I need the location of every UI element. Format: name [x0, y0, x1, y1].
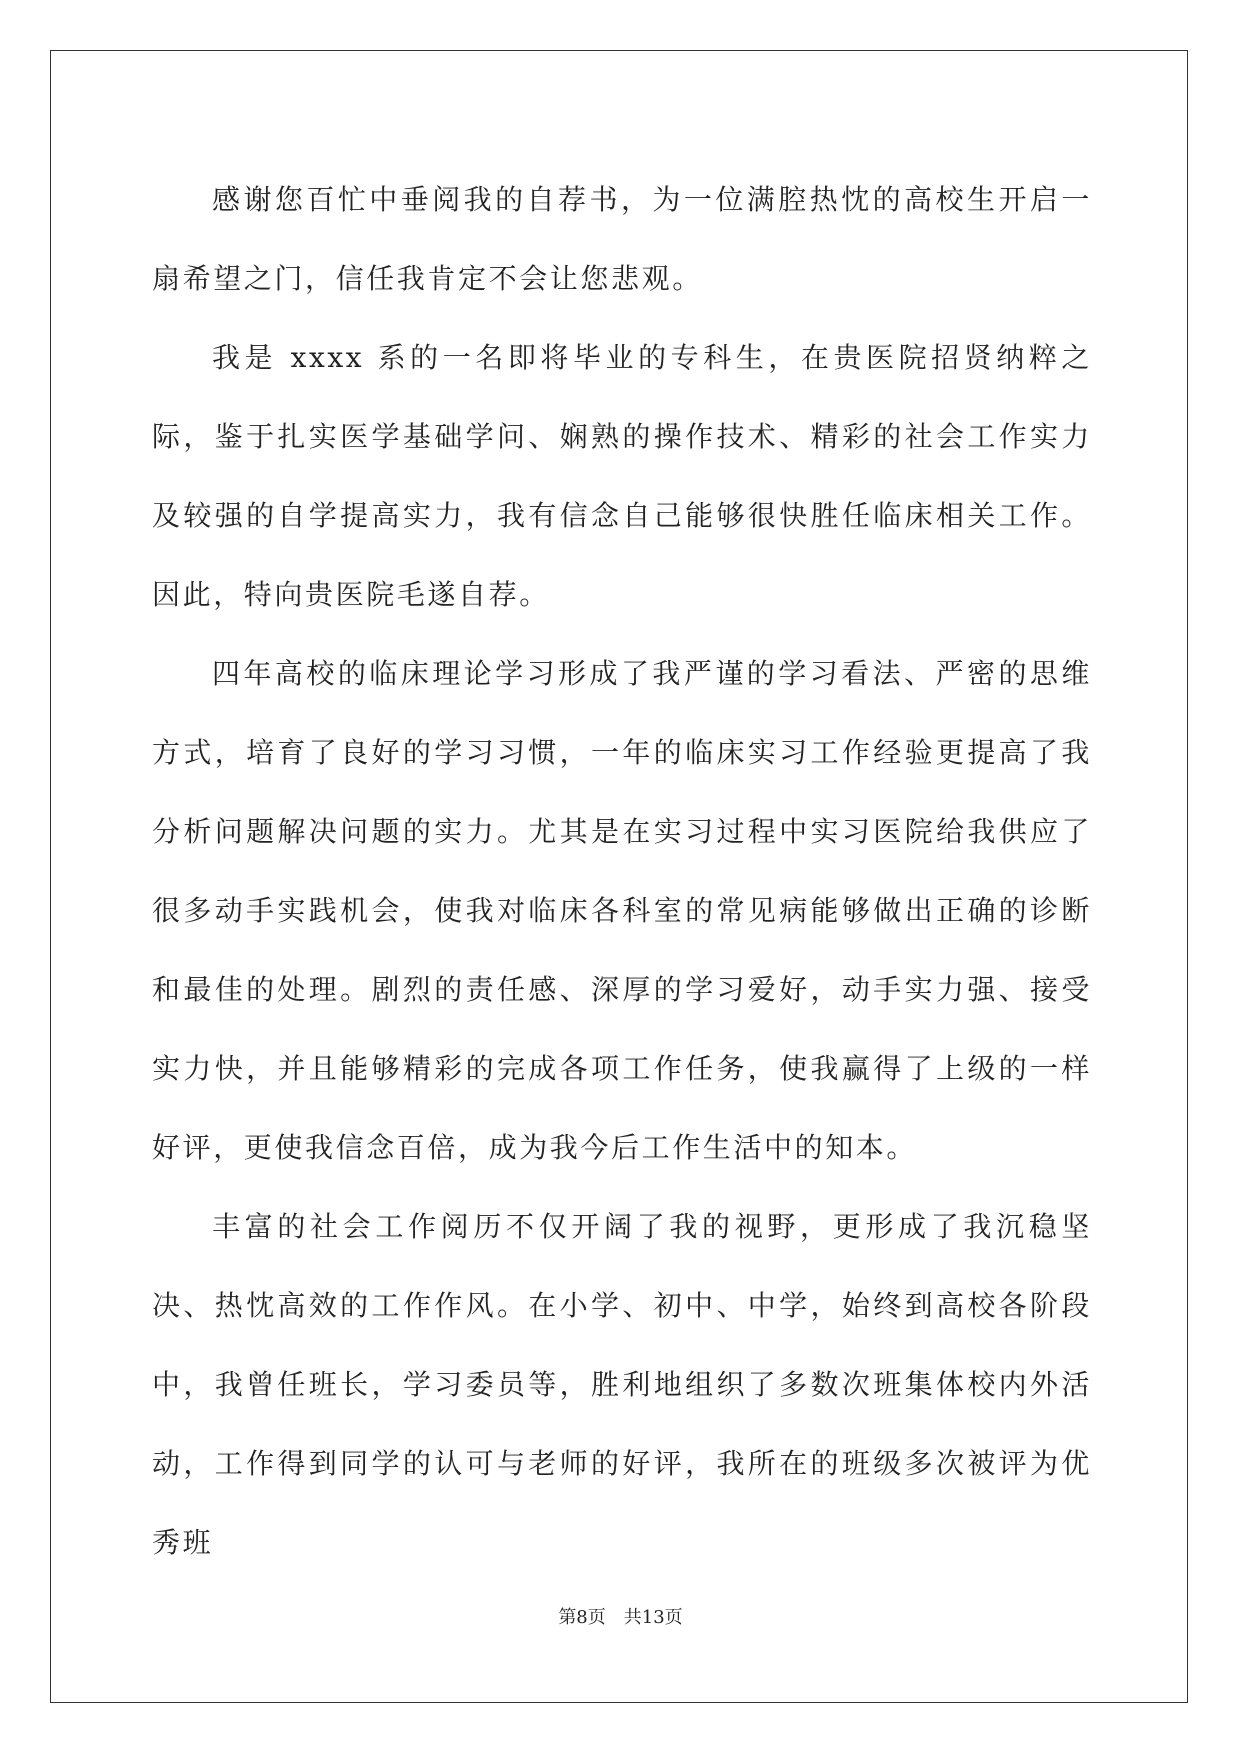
- document-body: [152, 160, 1092, 1582]
- paragraph-4: 丰富的社会工作阅历不仅开阔了我的视野，更形成了我沉稳坚决、热忱高效的工作作风。在小学、初中、中学，始终到高校各阶段中，我曾任班长，学习委员等，胜利地组织了多数次班集体校内外活动，工作得到同学的认可与老师的好评，我所在的班级多次被评为优秀班: [152, 1210, 1092, 1559]
- paragraph-3: 四年高校的临床理论学习形成了我严谨的学习看法、严密的思维方式，培育了良好的学习习惯，一年的临床实习工作经验更提高了我分析问题解决问题的实力。尤其是在实习过程中实习医院给我供应了很多动手实践机会，使我对临床各科室的常见病能够做出正确的诊断和最佳的处理。剧烈的责任感、深厚的学习爱好，动手实力强、接受实力快，并且能够精彩的完成各项工作任务，使我赢得了上级的一样好评，更使我信念百倍，成为我今后工作生活中的知本。: [152, 657, 1092, 1164]
- page-number-footer: 第8页 共13页: [558, 1607, 683, 1628]
- paragraph-1: 感谢您百忙中垂阅我的自荐书，为一位满腔热忱的高校生开启一扇希望之门，信任我肯定不会让您悲观。: [152, 183, 1092, 295]
- paragraph-2: 我是 xxxx 系的一名即将毕业的专科生，在贵医院招贤纳粹之际，鉴于扎实医学基础学问、娴熟的操作技术、精彩的社会工作实力及较强的自学提高实力，我有信念自己能够很快胜任临床相关工作。因此，特向贵医院毛遂自荐。: [152, 341, 1092, 611]
